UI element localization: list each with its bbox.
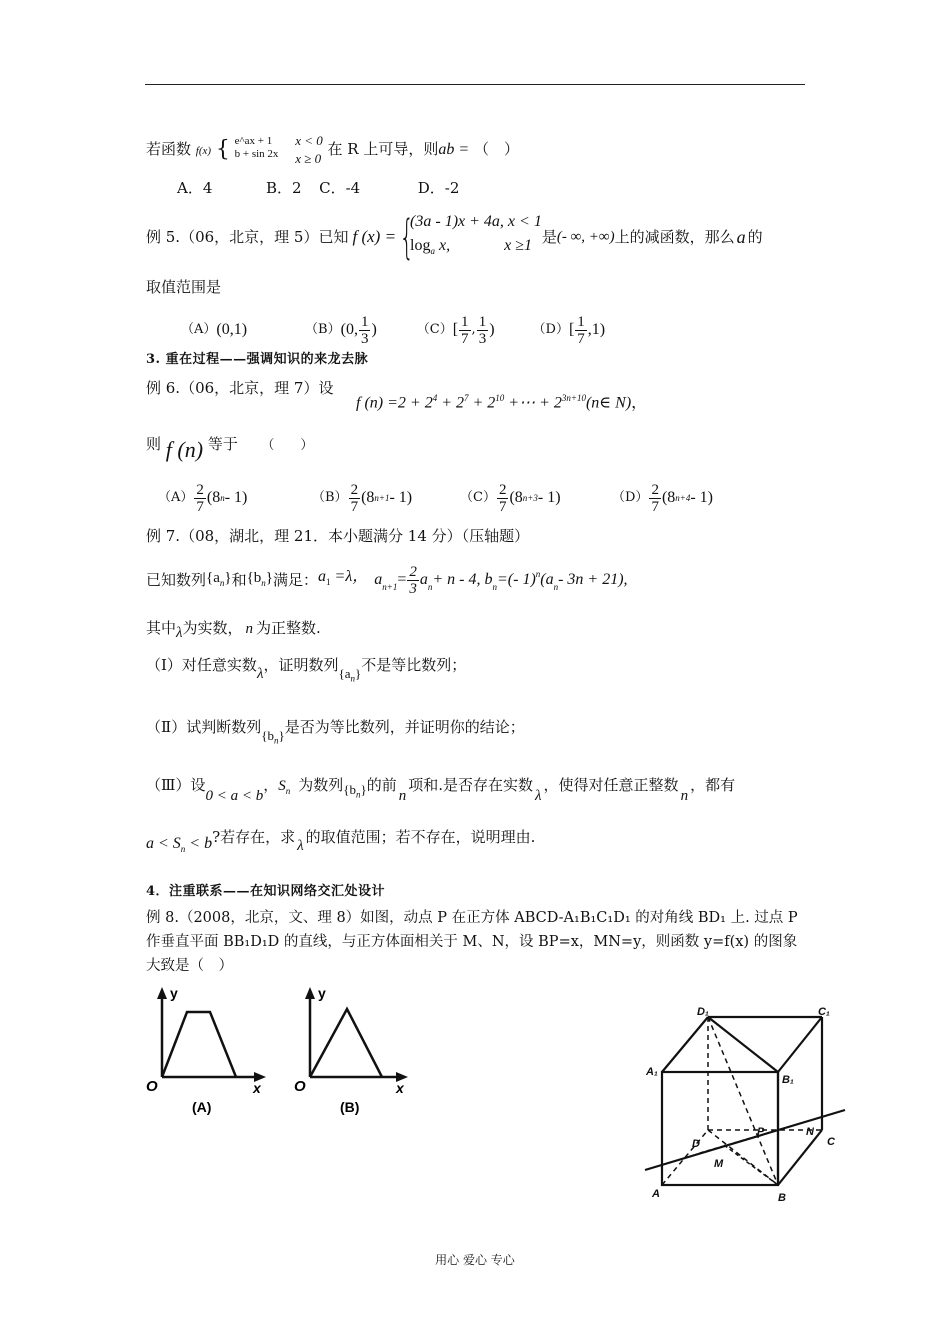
ex5-log-arg: x, <box>435 237 451 255</box>
ex7-q3 <box>146 775 735 809</box>
ex7-q1-seq-open: {a <box>338 666 351 681</box>
ex5-opt-c-label: （C） <box>416 322 453 337</box>
intro-suffix: 在 R 上可导，则 <box>327 140 439 158</box>
ex5-opt-c-num1: 1 <box>461 313 469 330</box>
ex5-case2 <box>410 234 542 263</box>
ex7-a1-rest: =λ， <box>330 568 369 586</box>
cube-diagonal-b1d1 <box>708 1017 778 1072</box>
section-heading-3: 3. 重在过程——强调知识的来龙去脉 <box>146 352 369 367</box>
ex6-options <box>158 478 713 518</box>
section-heading-4: 4．注重联系——在知识网络交汇处设计 <box>146 884 386 899</box>
ex7-rest3: =(- 1) <box>496 571 536 588</box>
ex7-q2-end: 是否为等比数列，并证明你的结论； <box>284 718 525 736</box>
ex7-q3b-lambda: λ <box>297 838 304 854</box>
ex5-tail2: 的 <box>747 228 763 246</box>
ex6-exp1: 4 <box>432 393 438 403</box>
ex7-lambda: λ <box>176 625 183 641</box>
intro-problem <box>146 132 519 168</box>
intro-cond1: x < 0 <box>295 133 323 148</box>
ex5-opt-b-den: 3 <box>360 330 369 347</box>
cube-edge-bc <box>778 1130 822 1185</box>
ex5-options: （A） (0,1) （B） (0, $\frac{1}{3}$ ) （C） [ $\frac{1}{7}$ , $\frac{1}{3}$ ) （D） [ $\frac{1}{7}$ ,1) <box>181 313 606 347</box>
cube-label-a1: A₁ <box>646 1066 658 1078</box>
graph-b-y-arrow <box>305 987 315 999</box>
ex6-fn: f (n) <box>165 437 204 462</box>
ex7-seq-b-open: {b <box>246 569 262 586</box>
ex5-opt-c-pre: [ <box>452 321 459 338</box>
ex6-opt-a-post: - 1) <box>224 489 248 506</box>
ex6-opt-c-label: （C） <box>460 490 496 505</box>
intro-conditions <box>295 132 323 168</box>
ex6-domain: (n∈ N) <box>585 394 632 412</box>
ex7-an1: a <box>374 571 383 588</box>
ex5-opt-d-post: ,1) <box>587 321 606 338</box>
graph-b-y-label: y <box>318 985 326 1001</box>
ex5-opt-c-frac1 <box>459 314 471 347</box>
ex7-q1 <box>146 655 466 685</box>
intro-cond2: x ≥ 0 <box>295 151 322 166</box>
ex7-q3-mid3: 项和.是否存在实数 <box>408 776 534 794</box>
graph-a-caption: (A) <box>192 1099 212 1115</box>
cube-label-m: M <box>714 1158 724 1170</box>
ex5-opt-d-frac <box>575 314 587 347</box>
cube-label-b: B <box>778 1192 786 1204</box>
ex5-opt-d-pre: [ <box>568 321 575 338</box>
ex7-q3-s-sub: n <box>285 786 291 796</box>
page-footer: 用心 爱心 专心 <box>435 1253 515 1267</box>
ex7-q3-sn <box>278 778 290 794</box>
ex6-exp2: 7 <box>464 393 469 403</box>
ex7-q3b <box>146 827 535 857</box>
cube-m-to-b <box>724 1145 778 1185</box>
ex6-opt-a-frac <box>194 482 206 515</box>
ex7-q2-pre: （Ⅱ）试判断数列 <box>146 718 262 736</box>
ex5-case2-cond: x ≥1 <box>504 237 532 255</box>
ex6-opt-d-post: - 1) <box>690 489 713 506</box>
ex7-satisfy: 满足： <box>273 571 319 589</box>
intro-option-a: A．4 <box>177 179 213 197</box>
ex7-q3-seq-close: } <box>360 782 367 797</box>
cube-label-n: N <box>806 1126 814 1138</box>
intro-option-d: D．-2 <box>417 179 460 197</box>
ex7-seq-b-close: } <box>265 569 273 586</box>
ex7-q2-seq-close: } <box>278 728 285 743</box>
ex7-q3-seq <box>343 782 367 800</box>
ex6-formula <box>356 386 647 415</box>
ex6-equals: 等于 <box>207 435 238 453</box>
ex7-a1-sub: 1 <box>326 577 331 588</box>
ex7-q1-mid: ，证明数列 <box>263 656 339 674</box>
ex5-opt-c-frac2 <box>477 314 489 347</box>
ex5-opt-d-den: 7 <box>577 330 585 347</box>
ex7-and: 和 <box>231 571 247 589</box>
ex5-opt-b-pre: (0, <box>340 321 358 338</box>
ex6-opt-a-den: 7 <box>196 498 204 515</box>
cube-edge-b1c1 <box>778 1017 822 1072</box>
graph-b-caption: (B) <box>340 1099 360 1115</box>
ex7-rest2-sub: n <box>492 581 497 592</box>
ex7-a1-var: a <box>318 568 327 586</box>
cube-label-b1: B₁ <box>782 1074 794 1086</box>
ex6-opt-b <box>312 482 460 515</box>
cube-label-c: C <box>827 1136 835 1148</box>
ex7-seq-b-sub: n <box>261 577 266 588</box>
ex6-opt-d-frac <box>649 482 661 515</box>
ex6-opt-d-label: （D） <box>612 490 649 505</box>
ex7-an1-sub: n+1 <box>382 581 398 592</box>
ex7-q3-s: S <box>278 778 286 794</box>
ex7-q3-seq-sub: n <box>356 789 361 800</box>
ex7-q3-mid4: ，使得对任意正整数 <box>543 776 679 794</box>
cube-figure <box>640 1005 850 1215</box>
intro-option-b: B．2 <box>265 179 302 197</box>
ex6-term4: +⋯ + 2 <box>504 394 562 412</box>
ex7-frac-num: 2 <box>409 563 417 580</box>
ex6-opt-a-pre: (8 <box>206 489 221 506</box>
cube-label-d1: D₁ <box>697 1006 709 1018</box>
header-rule <box>145 84 805 85</box>
ex7-a1 <box>318 567 368 592</box>
ex6-opt-a-label: （A） <box>158 490 194 505</box>
ex7-q1-seq-sub: n <box>350 673 355 684</box>
ex5-opt-c-den1: 7 <box>461 330 469 347</box>
ex5-case1: (3a - 1)x + 4a, x < 1 <box>410 213 542 231</box>
ex6-question <box>146 432 313 464</box>
ex7-q1-seq-close: } <box>354 666 362 681</box>
ex7-seq-a <box>206 568 232 593</box>
ex7-q3-end: ，都有 <box>690 776 736 794</box>
ex6-opt-d-den: 7 <box>651 498 659 515</box>
ex6-opt-b-label: （B） <box>312 490 348 505</box>
ex5-interval: (- ∞, +∞) <box>556 229 615 245</box>
intro-prefix: 若函数 <box>146 140 192 158</box>
ex7-q1-seq <box>338 666 362 684</box>
ex7-q1-lambda: λ <box>256 666 264 682</box>
ex7-seq-a-open: {a <box>206 569 220 586</box>
cube-label-c1: C₁ <box>818 1006 830 1018</box>
ex5-label: 例 5.（06，北京，理 5）已知 <box>146 228 349 246</box>
ex5-fx: f (x) = <box>352 227 397 246</box>
intro-fx: f(x) <box>195 145 212 157</box>
ex6-opt-b-num: 2 <box>350 481 359 498</box>
graph-b-curve <box>310 1009 382 1077</box>
ex5-opt-a-label: （A） <box>181 322 217 337</box>
ex6-formula-pre: f (n) =2 + 2 <box>356 394 433 412</box>
ex7-rest4-sub: n <box>553 581 559 592</box>
ex7-line2-end: 为正整数. <box>256 619 321 637</box>
ex7-given <box>146 560 628 600</box>
ex7-q3-mid: 为数列 <box>298 776 344 794</box>
ex7-q3-lambda: λ <box>535 788 542 804</box>
ex7-line2-mid: 为实数， <box>182 619 243 637</box>
ex6-opt-b-post: - 1) <box>389 489 413 506</box>
ex6-opt-b-exp: n+1 <box>374 493 390 503</box>
ex7-q2 <box>146 717 525 747</box>
ex6-then: 则 <box>146 435 162 453</box>
ex8-line2: 作垂直平面 BB₁D₁D 的直线，与正方体面相关于 M、N，设 BP=x，MN=y，则函数 y=f(x) 的图象 <box>146 934 798 950</box>
intro-options <box>177 178 459 198</box>
ex7-q3b-ineq1: a < S <box>146 835 181 852</box>
ex5-opt-b-post: ) <box>371 321 377 338</box>
intro-case2: b + sin 2x <box>234 148 279 160</box>
graph-a-y-label: y <box>170 985 178 1001</box>
ex6-term2: + 2 <box>437 394 464 412</box>
ex6-opt-b-frac <box>349 482 361 515</box>
ex7-seq-a-close: } <box>224 569 232 586</box>
ex7-seq-b <box>247 568 273 593</box>
ex5-a: a <box>736 227 746 247</box>
ex7-q1-pre: （Ⅰ）对任意实数 <box>146 656 257 674</box>
intro-case1: e^ax + 1 <box>234 135 273 147</box>
ex7-q3b-mid: ?若存在，求 <box>212 828 296 846</box>
ex7-given-pre: 已知数列 <box>146 571 207 589</box>
ex5-opt-b-label: （B） <box>305 322 341 337</box>
ex6-opt-b-pre: (8 <box>361 489 375 506</box>
ex5-piecewise <box>410 210 542 263</box>
ex7-q2-seq <box>261 728 285 746</box>
ex6-term3: + 2 <box>468 394 496 412</box>
ex5-line2: 取值范围是 <box>146 278 222 296</box>
ex5-statement <box>146 212 763 262</box>
ex6-opt-c-num: 2 <box>498 481 507 498</box>
ex7-q3-mid2: 的前 <box>366 776 397 794</box>
ex6-opt-c-pre: (8 <box>509 489 523 506</box>
ex7-q2-seq-open: {b <box>261 728 274 743</box>
cube-edge-a1d1 <box>662 1017 708 1072</box>
ex5-mid: 是 <box>541 228 557 246</box>
ex6-opt-a <box>158 482 312 515</box>
graph-a-origin: O <box>146 1078 158 1095</box>
ex7-frac-den: 3 <box>409 580 417 597</box>
ex7-rest1: a <box>419 571 428 588</box>
cube-label-p: P <box>757 1126 765 1138</box>
ex6-opt-d <box>612 482 713 515</box>
intro-ab: ab = <box>438 141 470 158</box>
ex6-opt-c <box>460 482 612 515</box>
ex5-log: log <box>410 237 431 255</box>
ex5-opt-c-den2: 3 <box>478 330 487 347</box>
ex7-q1-end: 不是等比数列； <box>361 656 467 674</box>
ex7-q3b-end: 的取值范围；若不存在，说明理由. <box>305 828 536 846</box>
ex6-paren: （ ） <box>261 438 314 453</box>
ex6-opt-c-exp: n+3 <box>522 493 538 503</box>
ex7-q2-seq-sub: n <box>273 735 279 746</box>
ex7-q3-ineq: 0 < a < b <box>205 788 264 804</box>
intro-piecewise <box>235 135 279 161</box>
graph-a <box>140 985 280 1120</box>
ex5-opt-d-num: 1 <box>577 313 585 330</box>
ex7-n-var: n <box>245 621 254 637</box>
ex6-opt-a-exp: n <box>220 493 225 503</box>
ex6-exp4: 3n+10 <box>561 393 586 403</box>
ex7-rest3-sup: n <box>535 568 541 579</box>
ex6-opt-c-den: 7 <box>498 498 507 515</box>
ex7-q3-n: n <box>398 788 407 804</box>
ex7-rest2: + n - 4, b <box>432 571 493 588</box>
ex6-opt-c-post: - 1) <box>537 489 561 506</box>
ex7-label: 例 7.（08，湖北，理 21．本小题满分 14 分）（压轴题） <box>146 527 530 545</box>
ex6-opt-d-num: 2 <box>651 481 659 498</box>
ex6-opt-b-den: 7 <box>350 498 359 515</box>
ex7-q3-pre: （Ⅲ）设 <box>146 776 206 794</box>
ex6-opt-d-pre: (8 <box>661 489 676 506</box>
ex7-eq: = <box>397 571 407 588</box>
ex6-opt-a-num: 2 <box>196 481 204 498</box>
graph-b-x-label: x <box>396 1080 404 1096</box>
ex6-opt-d-exp: n+4 <box>675 493 691 503</box>
graph-a-x-label: x <box>253 1080 261 1096</box>
ex7-frac <box>407 564 419 597</box>
graph-b-origin: O <box>294 1078 306 1095</box>
cube-label-d: D <box>692 1138 700 1150</box>
ex5-tail: 上的减函数，那么 <box>614 228 735 246</box>
ex6-opt-c-frac <box>497 482 509 515</box>
ex7-rest1-sub: n <box>427 581 433 592</box>
intro-option-c: C．-4 <box>319 179 361 197</box>
graph-a-y-arrow <box>157 987 167 999</box>
ex7-line2 <box>146 618 321 639</box>
ex7-seq-a-sub: n <box>219 577 225 588</box>
ex7-rest4: (a <box>540 571 554 588</box>
ex8-line1: 例 8.（2008，北京，文、理 8）如图，动点 P 在正方体 ABCD-A₁B₁C₁D₁ 的对角线 BD₁ 上. 过点 P <box>146 910 798 926</box>
ex7-q3b-ineq2: < b <box>185 835 213 852</box>
ex6-comma: ， <box>631 394 648 412</box>
ex7-recurrence <box>374 564 627 597</box>
ex7-q3b-sub: n <box>180 844 186 855</box>
ex5-log-base: a <box>430 246 435 257</box>
ex6-exp3: 10 <box>495 393 505 403</box>
ex7-q3-comma: ， <box>263 776 279 794</box>
ex7-q3b-ineq <box>146 835 213 855</box>
graph-a-curve <box>162 1012 236 1077</box>
ex7-q3-n2: n <box>680 788 689 804</box>
intro-paren: （ ） <box>473 140 519 158</box>
ex5-opt-b-num: 1 <box>360 313 369 330</box>
ex5-opt-b-frac <box>359 314 371 347</box>
ex7-q3-seq-open: {b <box>343 782 356 797</box>
ex6-label: 例 6.（06，北京，理 7）设 <box>146 379 334 397</box>
ex7-line2-pre: 其中 <box>146 619 177 637</box>
ex5-opt-c-post: ) <box>489 321 495 338</box>
cube-label-a: A <box>652 1188 660 1200</box>
ex6-statement <box>146 378 333 398</box>
ex5-opt-d-label: （D） <box>532 322 569 337</box>
ex5-opt-a-value: (0,1) <box>216 321 248 338</box>
intro-brace: { <box>215 137 230 162</box>
ex8-line3: 大致是（ ） <box>146 958 233 974</box>
graph-b <box>290 985 430 1120</box>
ex5-opt-c-num2: 1 <box>478 313 487 330</box>
ex7-rest5: - 3n + 21), <box>558 571 628 588</box>
ex5-brace: { <box>399 210 415 264</box>
